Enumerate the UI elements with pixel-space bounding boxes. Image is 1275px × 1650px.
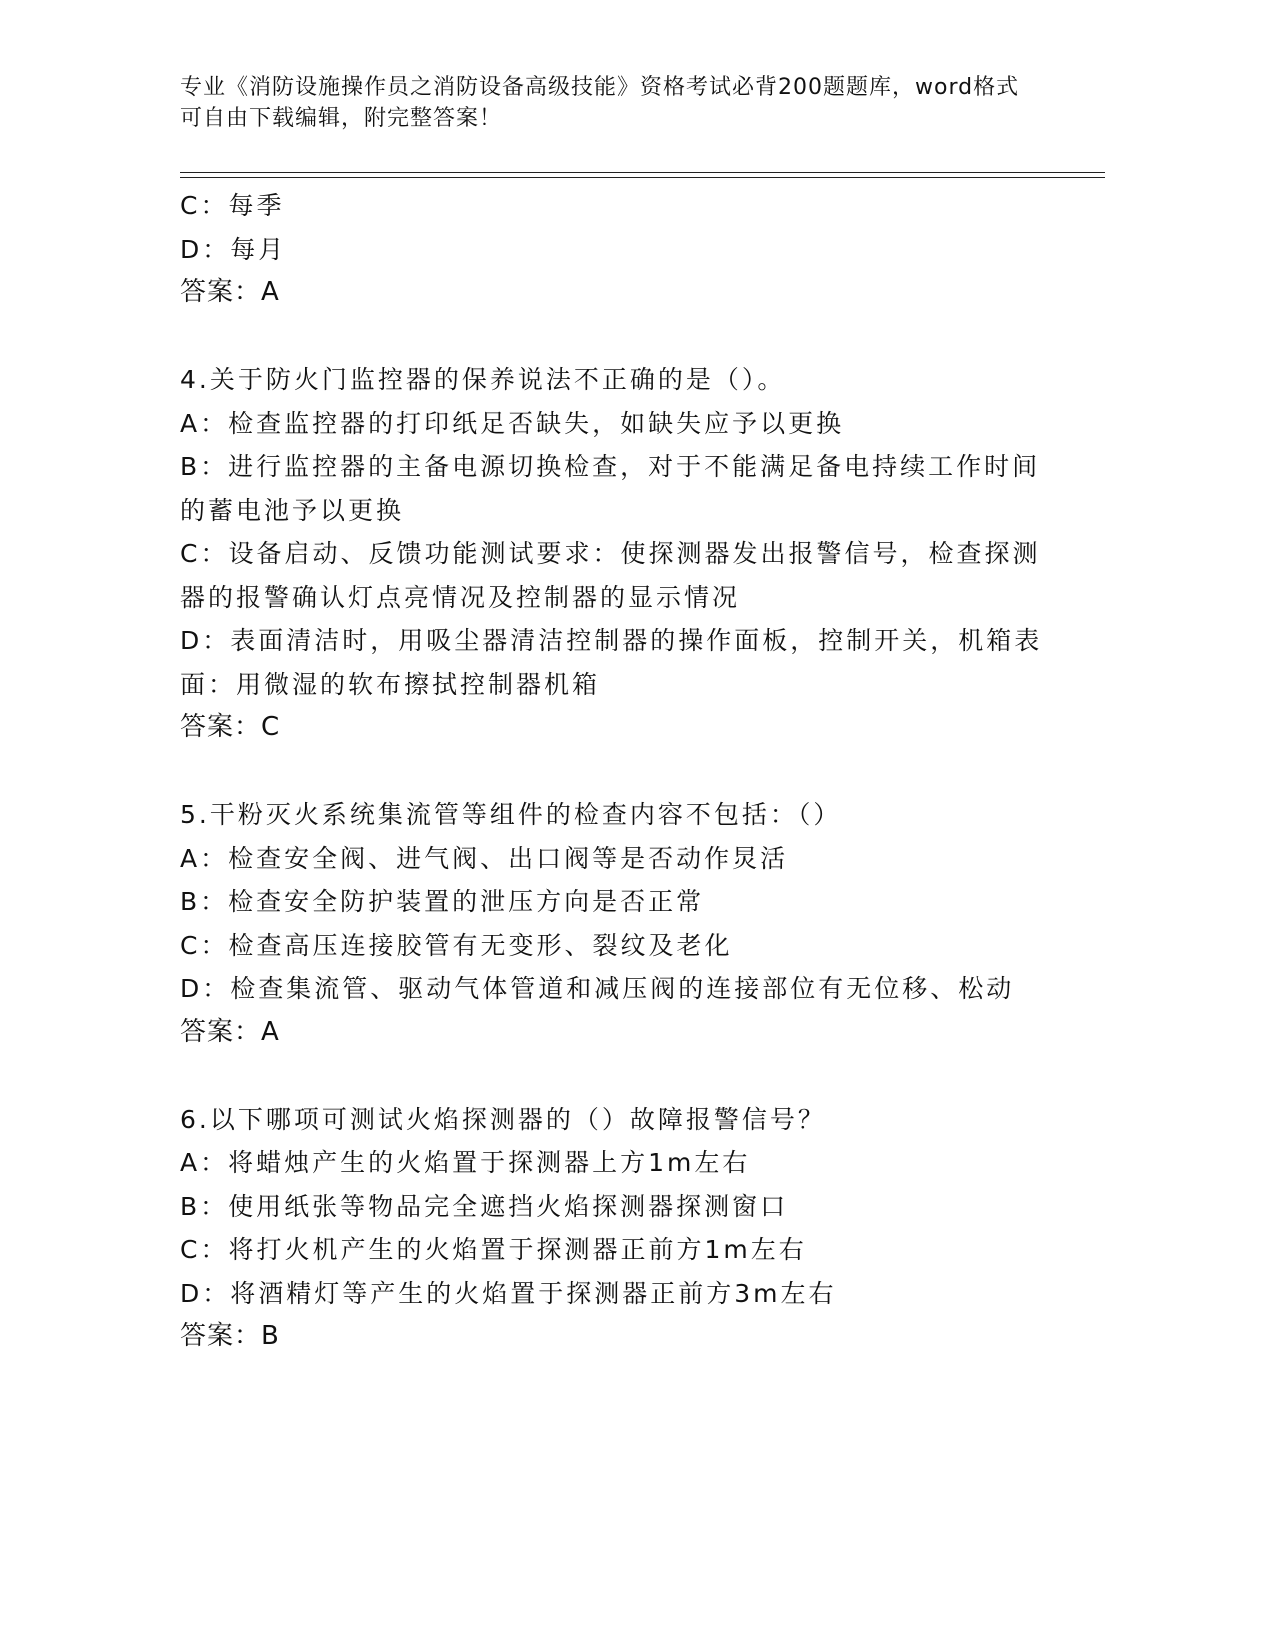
option-a: A：将蜡烛产生的火焰置于探测器上方1m左右 [180,1148,751,1177]
header-divider-bottom [180,177,1105,178]
option-c: C：检查高压连接胶管有无变形、裂纹及老化 [180,930,733,960]
spacer [180,1054,1060,1098]
question-stem: 4.关于防火门监控器的保养说法不正确的是（）。 [180,365,786,394]
answer-line: 答案：A [180,277,280,307]
question-block [180,1098,1060,1359]
answer-line: 答案：A [180,1016,280,1047]
option-b: B：检查安全防护装置的泄压方向是否正常 [180,887,705,916]
option-c: C：设备启动、反馈功能测试要求：使探测器发出报警信号，检查探测器的报警确认灯点亮情况及控制器的显示情况 [180,539,1041,612]
option-d: D：每月 [180,234,287,264]
option-c: C：每季 [180,191,285,220]
question-stem: 5.干粉灭火系统集流管等组件的检查内容不包括：（） [180,800,842,829]
option-b: B：进行监控器的主备电源切换检查，对于不能满足备电持续工作时间的蓄电池予以更换 [180,452,1041,525]
question-block [180,358,1060,750]
spacer [180,750,1060,794]
question-stem: 6.以下哪项可测试火焰探测器的（）故障报警信号？ [180,1104,826,1134]
answer-line: 答案：B [180,1321,280,1351]
option-a: A：检查监控器的打印纸足否缺失，如缺失应予以更换 [180,408,845,438]
option-a: A：检查安全阀、进气阀、出口阀等是否动作炅活 [180,843,789,873]
question-block [180,793,1060,1054]
option-d: D：将酒精灯等产生的火焰置于探测器正前方3m左右 [180,1278,837,1308]
question-list [180,184,1060,1359]
question-block-partial [180,184,1060,315]
header-divider-top [180,172,1105,173]
option-c: C：将打火机产生的火焰置于探测器正前方1m左右 [180,1235,807,1264]
option-d: D：表面清洁时，用吸尘器清洁控制器的操作面板，控制开关，机箱表面：用微湿的软布擦拭控制器机箱 [180,626,1043,699]
spacer [180,315,1060,359]
option-d: D：检查集流管、驱动气体管道和减压阀的连接部位有无位移、松动 [180,974,1015,1003]
option-b: B：使用纸张等物品完全遮挡火焰探测器探测窗口 [180,1191,789,1221]
answer-line: 答案：C [180,712,281,742]
page-header: 专业《消防设施操作员之消防设备高级技能》资格考试必背200题题库，word格式可自由下载编辑，附完整答案！ [180,75,1020,131]
